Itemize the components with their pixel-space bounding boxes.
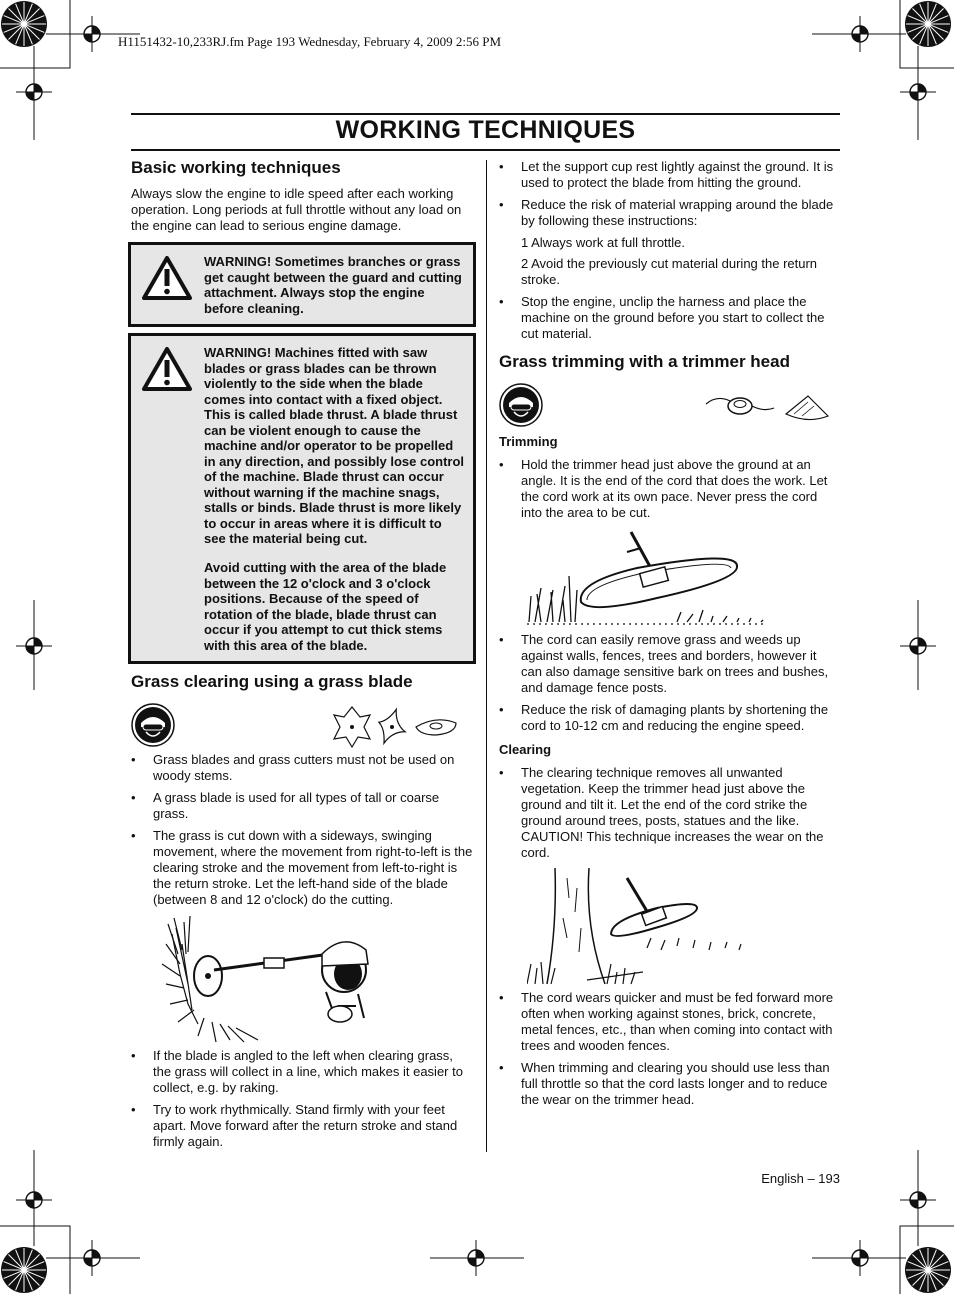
- blade-tips-bullets: [499, 159, 839, 235]
- basic-techniques-text: Always slow the engine to idle speed after each working operation. Long periods at full throttle without any load on the engine can lead to serious engine damage.: [131, 186, 462, 233]
- trimmer-heading: Grass trimming with a trimmer head: [499, 352, 790, 371]
- warning-text-cleaning: WARNING! Sometimes branches or grass get caught between the guard and cutting attachment. Always stop the engine before cleaning.: [204, 254, 462, 316]
- trimming-illustration: [527, 530, 771, 626]
- grass-clearing-bullets-1: [131, 752, 473, 914]
- list-item: • A grass blade is used for all types of tall or coarse grass.: [131, 790, 473, 822]
- list-item: • Hold the trimmer head just above the ground at an angle. It is the end of the cord that does the work. Let the cord work at its own pace. Never press the cord into the area to be cut.: [499, 457, 839, 521]
- step-item: 1 Always work at full throttle.: [521, 235, 686, 250]
- page-footer: English – 193: [761, 1171, 840, 1186]
- basic-techniques-heading: Basic working techniques: [131, 158, 341, 177]
- collect-material-bullets: [499, 294, 839, 348]
- list-item: • Let the support cup rest lightly against the ground. It is used to protect the blade from hitting the ground.: [499, 159, 839, 191]
- list-item: • Try to work rhythmically. Stand firmly with your feet apart. Move forward after the return stroke and stand firmly again.: [131, 1102, 473, 1150]
- warning-triangle-icon: [141, 255, 193, 301]
- title-rule-top: [131, 113, 840, 115]
- page-title: WORKING TECHNIQUES: [335, 116, 636, 144]
- list-item: • The grass is cut down with a sideways, swinging movement, where the movement from right-to-left is the clearing stroke and the movement from left-to-right is the return stroke. Let the left-hand side of the blade (between 8 and 12 o'clock) do the cutting.: [131, 828, 473, 908]
- grass-clearing-bullets-2: [131, 1048, 473, 1156]
- trimmer-head-icons: [704, 390, 836, 430]
- file-info-header: H1151432-10,233RJ.fm Page 193 Wednesday, February 4, 2009 2:56 PM: [118, 34, 502, 49]
- list-item: • Reduce the risk of material wrapping around the blade by following these instructions:: [499, 197, 839, 229]
- final-notes-bullets: [499, 990, 839, 1114]
- column-divider: [486, 160, 487, 1152]
- step-item: 2 Avoid the previously cut material during the return stroke.: [521, 256, 818, 287]
- warning-text-avoid-area: Avoid cutting with the area of the blade between the 12 o'clock and 3 o'clock positions. Because of the speed of rotation of the blade, blade thrust can occur if you attempt to cut thick stems with this area of the blade.: [204, 560, 447, 653]
- trimming-bullets: [499, 457, 839, 527]
- protective-equipment-icon: [131, 703, 175, 747]
- warning-text-blade-thrust: WARNING! Machines fitted with saw blades or grass blades can be thrown violently to the side when the blade comes into contact with a fixed object. This is called blade thrust. A blade thrust can be violent enough to cause the machine and/or operator to be propelled in any direction, and possibly lose control of the machine. Blade thrust can occur without warning if the machine snags, stalls or binds. Blade thrust is more likely to occur in areas where it is difficult to see the material being cut.: [204, 345, 465, 546]
- list-item: • If the blade is angled to the left when clearing grass, the grass will collect in a line, which makes it easier to collect, e.g. by raking.: [131, 1048, 473, 1096]
- grass-blade-icons: [332, 703, 462, 749]
- warning-triangle-icon: [141, 346, 193, 392]
- list-item: • The cord wears quicker and must be fed forward more often when working against stones, brick, concrete, metal fences, etc., than when coming into contact with trees and wooden fences.: [499, 990, 839, 1054]
- trimming-notes-bullets: [499, 632, 839, 740]
- grass-clearing-illustration: [158, 914, 380, 1044]
- list-item: • Reduce the risk of damaging plants by shortening the cord to 10-12 cm and reducing the engine speed.: [499, 702, 839, 734]
- trimming-label: Trimming: [499, 434, 558, 449]
- clearing-bullets: [499, 765, 839, 867]
- list-item: • Grass blades and grass cutters must not be used on woody stems.: [131, 752, 473, 784]
- list-item: • When trimming and clearing you should use less than full throttle so that the cord lasts longer and to reduce the wear on the trimmer head.: [499, 1060, 839, 1108]
- list-item: • Stop the engine, unclip the harness and place the machine on the ground before you start to collect the cut material.: [499, 294, 839, 342]
- clearing-label: Clearing: [499, 742, 552, 757]
- grass-clearing-heading: Grass clearing using a grass blade: [131, 672, 413, 691]
- title-rule-bottom: [131, 149, 840, 151]
- list-item: • The clearing technique removes all unwanted vegetation. Keep the trimmer head just above the ground and tilt it. Let the end of the cord strike the ground around trees, posts, statues and the like. CAUTION! This technique increases the wear on the cord.: [499, 765, 839, 861]
- protective-equipment-icon: [499, 383, 543, 427]
- warning-box-blade-thrust: [128, 333, 476, 664]
- clearing-illustration: [527, 868, 749, 988]
- list-item: • The cord can easily remove grass and weeds up against walls, fences, trees and borders, however it can also damage sensitive bark on trees and bushes, and damage fence posts.: [499, 632, 839, 696]
- warning-box-cleaning: [128, 242, 476, 327]
